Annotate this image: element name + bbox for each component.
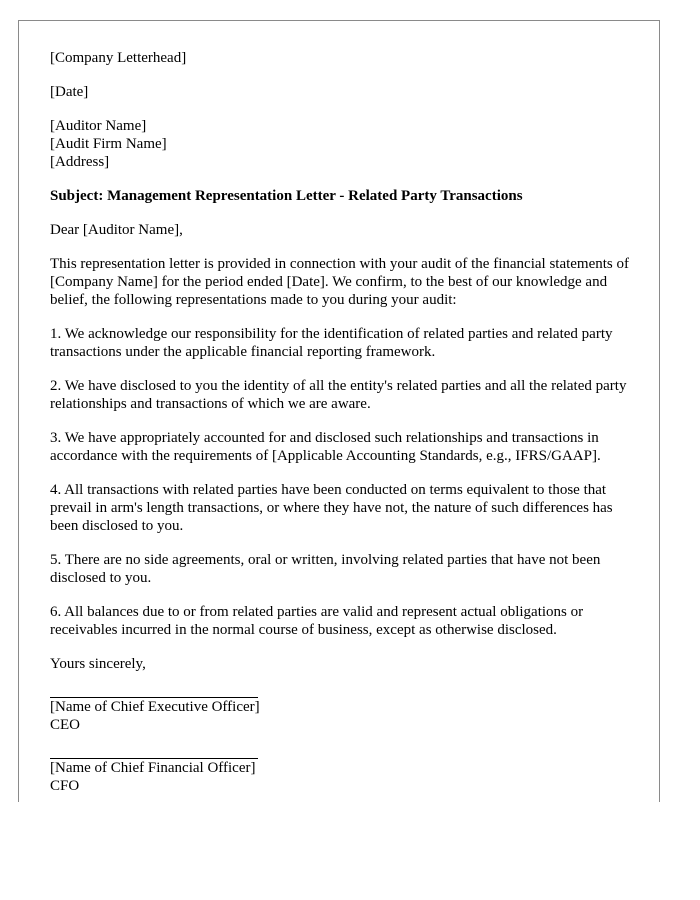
representation-item-6: 6. All balances due to or from related parties are valid and represent actual obligations or receivables incurred in the normal course of business, except as otherwise disclosed. [50, 604, 584, 638]
signature-block-ceo [50, 697, 635, 734]
representation-item-2: 2. We have disclosed to you the identity of all the entity's related parties and all the related party relationships and transactions of which we are aware. [50, 378, 627, 412]
representation-item-3: 3. We have appropriately accounted for and disclosed such relationships and transactions in accordance with the requirements of [Applicable Accounting Standards, e.g., IFRS/GAAP]. [50, 430, 601, 464]
letter-date: [Date] [50, 84, 89, 100]
signatory-title: CEO [50, 717, 80, 733]
representation-item-1: 1. We acknowledge our responsibility for the identification of related parties and related party transactions under the applicable financial reporting framework. [50, 326, 613, 360]
letter-page [18, 20, 660, 802]
signatory-name: [Name of Chief Financial Officer] [50, 760, 256, 776]
recipient-name: [Auditor Name] [50, 118, 147, 134]
letter-subject: Subject: Management Representation Letter - Related Party Transactions [50, 188, 523, 204]
recipient-firm: [Audit Firm Name] [50, 136, 167, 152]
signature-block-cfo [50, 758, 635, 795]
signatory-title: CFO [50, 778, 80, 794]
letter-content [50, 49, 635, 802]
intro-paragraph: This representation letter is provided in connection with your audit of the financial statements of [Company Name] for the period ended [Date]. We confirm, to the best of our knowledge and belief, the following representations made to you during your audit: [50, 256, 630, 308]
recipient-block [50, 117, 635, 171]
signatory-name: [Name of Chief Executive Officer] [50, 699, 260, 715]
company-letterhead: [Company Letterhead] [50, 50, 187, 66]
salutation: Dear [Auditor Name], [50, 222, 183, 238]
representation-item-4: 4. All transactions with related parties have been conducted on terms equivalent to those that prevail in arm's length transactions, or where they have not, the nature of such differences has been disclosed to you. [50, 482, 613, 534]
recipient-address: [Address] [50, 154, 110, 170]
closing: Yours sincerely, [50, 656, 146, 672]
representation-item-5: 5. There are no side agreements, oral or written, involving related parties that have not been disclosed to you. [50, 552, 601, 586]
